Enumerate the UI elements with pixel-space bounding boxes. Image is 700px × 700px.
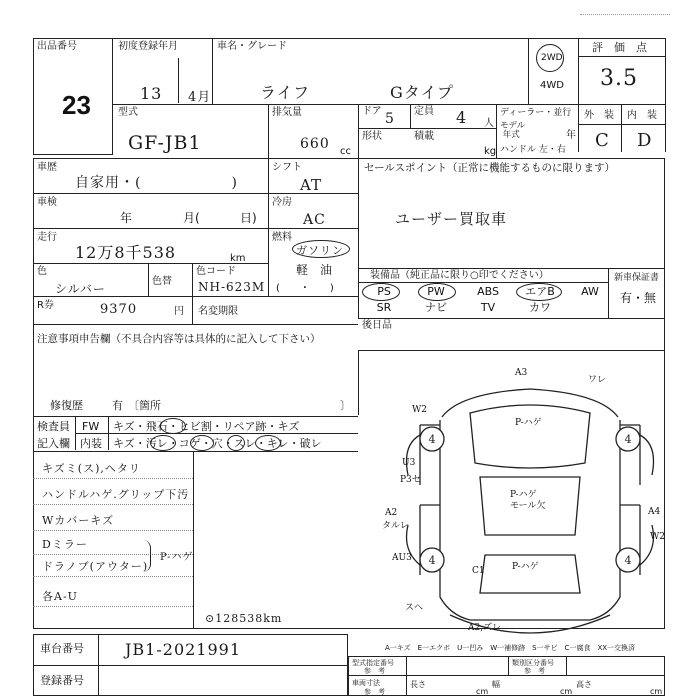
- wid-label: 幅: [492, 680, 500, 689]
- shape-label: 形状: [362, 131, 382, 142]
- pugne-note: P-ハゲ: [160, 552, 194, 563]
- diagram-label: W2: [412, 405, 427, 415]
- inspector-note-line: ドラノブ(アウター): [42, 560, 149, 573]
- displacement-value: 660: [300, 136, 330, 152]
- type-label: 型式: [118, 107, 138, 118]
- fuel-label: 燃料: [272, 232, 292, 243]
- inspector-note-line: キズミ(ス),ヘタリ: [42, 462, 141, 475]
- load-label: 積載: [414, 131, 434, 142]
- sure-circle: [255, 435, 281, 451]
- fw-items: キズ・飛石・ヒビ割・リペア跡・キズ: [113, 420, 300, 433]
- diagram-label: A2,ズレ: [468, 623, 502, 633]
- history-value: 自家用・( ): [75, 175, 238, 191]
- inspector-label: 検査員: [37, 420, 70, 433]
- drive-4wd: 4WD: [540, 80, 564, 91]
- equip-circle-1: [418, 283, 456, 301]
- tire-rl: 4: [428, 554, 436, 567]
- inspector-note-line: ハンドルハゲ.グリップ下汚: [42, 488, 190, 501]
- sales-value: ユーザー買取車: [395, 210, 508, 228]
- ana-circle: [227, 435, 245, 451]
- equip2-0: SR: [376, 301, 392, 314]
- fuel-diesel: 軽 油: [296, 263, 333, 277]
- size-label: 車両寸法: [352, 679, 380, 687]
- inspection-month: 月(: [183, 211, 200, 225]
- koge-circle: [190, 435, 214, 451]
- inspector-note-line: Dミラー: [42, 538, 88, 551]
- rear-items-label: 後日品: [362, 320, 392, 331]
- inspection-day: 日): [240, 211, 257, 225]
- brace: [142, 540, 151, 572]
- capacity-label: 定員: [414, 106, 434, 117]
- hgt-label: 高さ: [576, 680, 592, 689]
- history-label: 車歴: [37, 162, 57, 173]
- tire-fl: 4: [428, 433, 436, 446]
- exterior-score: C: [595, 130, 610, 151]
- repair-label: 修復歴: [50, 399, 83, 412]
- ac-label: 冷房: [272, 197, 292, 208]
- color-value: シルバー: [55, 282, 106, 296]
- score: 3.5: [600, 66, 638, 91]
- equipment-label: 装備品（純正品に限り○印でください）: [370, 270, 549, 281]
- model-label: 車名・グレード: [217, 41, 287, 52]
- hgt-cm: cm: [650, 687, 663, 696]
- corner-marks: [580, 14, 670, 21]
- door-label: ドア: [362, 106, 382, 117]
- ref-label-2: 参 考: [524, 667, 545, 675]
- len-cm: cm: [476, 687, 489, 696]
- capacity-value: 4: [456, 108, 468, 127]
- person-label: 人: [484, 118, 494, 129]
- color-code-value: NH-623M: [198, 280, 266, 294]
- diagram-label: U3: [402, 458, 416, 468]
- diagram-label: A4: [648, 507, 661, 517]
- diagram-panel-note: P-ハゲ モール欠: [510, 490, 546, 511]
- yen-label: 円: [174, 306, 184, 317]
- first-reg-label: 初度登録年月: [118, 41, 178, 52]
- tire-fr: 4: [624, 433, 632, 446]
- diagram-panel-note: P-ハゲ: [515, 418, 542, 428]
- color-label: 色: [37, 266, 47, 277]
- legend-text: A一キズ E一エクボ U一凹み W一補修跡 S一サビ C一腐食 XX一交換済: [385, 644, 636, 652]
- cc-label: cc: [340, 146, 351, 157]
- diagram-label: W2: [650, 532, 665, 542]
- ref-label-1: 参 考: [364, 667, 385, 675]
- diagram-label: C1: [472, 566, 485, 576]
- equip-2: ABS: [477, 285, 499, 298]
- dealer-label: ディーラー・並行: [500, 108, 572, 118]
- tire-rr: 4: [624, 554, 632, 567]
- grade-name: Gタイプ: [390, 83, 454, 102]
- mileage-label: 走行: [37, 232, 57, 243]
- reg-label: 登録番号: [40, 674, 84, 687]
- diagram-label: AU3: [392, 553, 412, 563]
- equip-3: エアB: [525, 285, 555, 298]
- inspection-year: 年: [120, 211, 133, 225]
- inspector-note-line: 各A-U: [42, 590, 78, 603]
- diagram-label: A3: [515, 368, 528, 378]
- sales-label: セールスポイント（正常に機能するものに限ります）: [364, 162, 616, 174]
- diagram-panel-note: P-ハゲ: [512, 562, 539, 572]
- model-name: ライフ: [260, 83, 311, 102]
- kg-label: kg: [484, 146, 497, 157]
- parts-close: 〕: [340, 399, 351, 412]
- ref-frame: [348, 656, 665, 696]
- len-label: 長さ: [410, 680, 426, 689]
- chassis-value: JB1-2021991: [125, 640, 242, 659]
- odometer-note: ⊙128538km: [205, 612, 283, 625]
- color-code-label: 色コード: [196, 266, 236, 277]
- tobiishi-circle: [160, 418, 186, 434]
- diagram-label: A2: [385, 508, 398, 518]
- wid-cm: cm: [560, 687, 573, 696]
- fuel-gas: ガソリン: [296, 244, 344, 257]
- recycle-value: 9370: [100, 302, 138, 317]
- diagram-label: タルレ: [382, 521, 409, 531]
- chassis-label: 車台番号: [40, 642, 84, 655]
- exterior-label: 外 装: [584, 110, 614, 121]
- displacement-label: 排気量: [272, 107, 302, 118]
- repair-value: 有: [112, 399, 123, 412]
- door-value: 5: [385, 111, 395, 127]
- equip-0: PS: [377, 285, 391, 298]
- interior-score: D: [637, 130, 653, 151]
- diagram-label: P3セ: [400, 475, 421, 485]
- lot-label: 出品番号: [37, 41, 77, 52]
- new-car-value: 有・無: [620, 291, 657, 305]
- inspector-label2: 記入欄: [37, 437, 70, 450]
- equip2-3: カワ: [529, 301, 551, 314]
- yogore-circle: [150, 435, 176, 451]
- equip2-2: TV: [480, 301, 496, 314]
- diagram-label: スヘ: [405, 603, 424, 613]
- equip-1: PW: [427, 285, 445, 298]
- fuel-paren: ( ・ ): [276, 283, 334, 294]
- km-label: km: [230, 253, 246, 264]
- equip-circle-0: [362, 283, 400, 301]
- first-reg-month: 4月: [188, 90, 212, 105]
- inspection-label: 車検: [37, 197, 57, 208]
- mileage-value: 12万8千538: [75, 243, 177, 262]
- handle-label: ハンドル 左・右: [500, 145, 566, 155]
- equip-4: AW: [581, 285, 599, 298]
- parts-label: 〔箇所: [128, 399, 161, 412]
- category-label: 類別区分番号: [512, 659, 554, 667]
- diagram-label: ワレ: [588, 375, 607, 385]
- drive-2wd: 2WD: [541, 53, 563, 63]
- equip-circle-2: [516, 283, 562, 301]
- fw-label: FW: [82, 420, 100, 433]
- grade-score-label: 評 価 点: [592, 41, 647, 54]
- ref-label-3: 参 考: [364, 688, 385, 696]
- color-change-label: 色替: [152, 276, 172, 287]
- int-label: 内装: [80, 437, 102, 450]
- name-change-label: 名変期限: [198, 306, 238, 317]
- model-year-label: モデル 年式: [500, 121, 526, 140]
- lot-number: 23: [62, 90, 91, 120]
- recycle-label: R券: [37, 300, 54, 311]
- new-car-label: 新車保証書: [614, 273, 660, 283]
- shift-value: AT: [300, 176, 323, 194]
- type-cert-label: 型式指定番号: [352, 659, 394, 667]
- int-items: キズ・汚レ・コゲ・穴・スレ・キレ・破レ: [113, 437, 322, 450]
- equip2-1: ナビ: [425, 301, 447, 314]
- shift-label: シフト: [272, 162, 302, 173]
- year-suffix: 年: [566, 130, 576, 141]
- inspector-note-line: Wカバーキズ: [42, 514, 115, 527]
- interior-label: 内 装: [627, 110, 657, 121]
- ac-value: AC: [303, 212, 326, 228]
- type-value: GF-JB1: [128, 132, 202, 154]
- notes-label: 注意事項申告欄（不具合内容等は具体的に記入して下さい）: [37, 333, 321, 345]
- first-reg-year: 13: [140, 84, 163, 103]
